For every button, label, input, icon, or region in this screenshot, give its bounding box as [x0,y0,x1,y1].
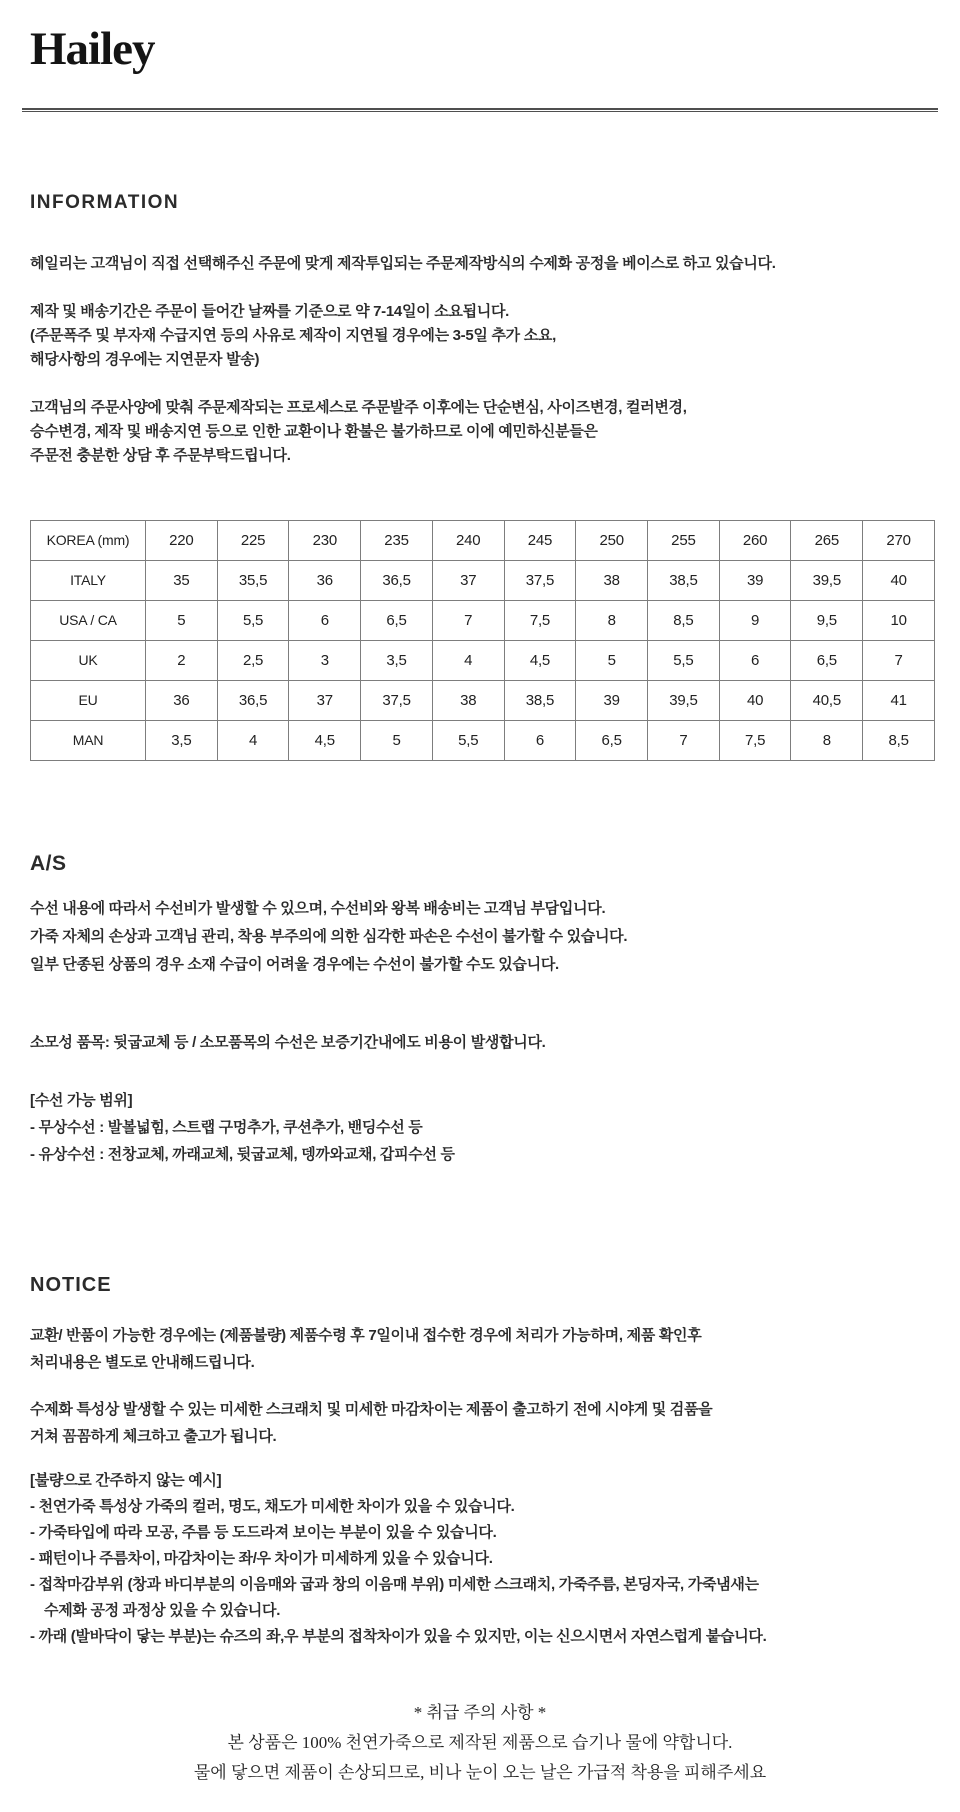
notice-section [30,1274,930,1650]
size-table-cell: 40 [863,560,935,600]
information-paragraph-1 [30,252,930,276]
size-table-cell: 2 [146,640,218,680]
size-table-cell: 9,5 [791,600,863,640]
caution-note [30,1698,930,1788]
size-table-cell: 4,5 [289,720,361,760]
text-line: 거쳐 꼼꼼하게 체크하고 출고가 됩니다. [30,1427,277,1445]
notice-title: NOTICE [30,1273,112,1296]
size-table-cell: 41 [863,680,935,720]
size-table-row [31,600,935,640]
text-line: - 가죽타입에 따라 모공, 주름 등 도드라져 보이는 부분이 있을 수 있습니다. [30,1523,497,1541]
header-divider [22,108,938,112]
text-line: 헤일리는 고객님이 직접 선택해주신 주문에 맞게 제작투입되는 주문제작방식의 수제화 공정을 베이스로 하고 있습니다. [30,254,776,272]
size-table-cell: 265 [791,520,863,560]
information-section [30,192,930,761]
size-table-cell: 245 [504,520,576,560]
information-paragraph-3 [30,396,930,468]
size-table-cell: 7,5 [719,720,791,760]
size-table-cell: 6,5 [576,720,648,760]
size-table-cell: 7 [863,640,935,680]
after-service-section [30,853,930,1168]
size-table-row-label: USA / CA [31,600,146,640]
size-conversion-table [30,520,935,761]
size-table-cell: 6 [289,600,361,640]
size-table-cell: 5,5 [648,640,720,680]
size-table-cell: 5,5 [217,600,289,640]
size-table-row-label: KOREA (mm) [31,520,146,560]
size-table-row-label: UK [31,640,146,680]
size-table-cell: 8 [576,600,648,640]
size-table-row [31,560,935,600]
size-table-cell: 36,5 [361,560,433,600]
text-line: - 접착마감부위 (창과 바디부분의 이음매와 굽과 창의 이음매 부위) 미세한 스크래치, 가죽주름, 본딩자국, 가죽냄새는 [30,1575,759,1593]
size-table-cell: 39,5 [791,560,863,600]
size-table-cell: 5,5 [432,720,504,760]
size-table-cell: 40 [719,680,791,720]
size-table-row-label: EU [31,680,146,720]
size-table-cell: 39 [576,680,648,720]
size-table-cell: 37 [432,560,504,600]
size-table-cell: 3 [289,640,361,680]
after-service-paragraph-2 [30,1029,930,1057]
size-table-cell: 3,5 [361,640,433,680]
size-table-cell: 4,5 [504,640,576,680]
size-table-cell: 35 [146,560,218,600]
text-line: - 유상수선 : 전창교체, 까래교체, 뒷굽교체, 뎅까와교채, 갑피수선 등 [30,1145,455,1163]
text-line: [불량으로 간주하지 않는 예시] [30,1471,222,1489]
text-line: 제작 및 배송기간은 주문이 들어간 날짜를 기준으로 약 7-14일이 소요됩니다. [30,302,510,320]
after-service-paragraph-1 [30,895,930,979]
size-table-row [31,640,935,680]
size-table-cell: 250 [576,520,648,560]
after-service-paragraph-3 [30,1087,930,1168]
size-table-cell: 3,5 [146,720,218,760]
size-table-row [31,520,935,560]
text-line: 교환/ 반품이 가능한 경우에는 (제품불량) 제품수령 후 7일이내 접수한 경우에 처리가 가능하며, 제품 확인후 [30,1326,702,1344]
size-table-cell: 36 [146,680,218,720]
size-table-cell: 9 [719,600,791,640]
size-table-cell: 40,5 [791,680,863,720]
after-service-title: A/S [30,851,67,875]
size-table-cell: 7,5 [504,600,576,640]
text-line: 수제화 특성상 발생할 수 있는 미세한 스크래치 및 미세한 마감차이는 제품이 출고하기 전에 시야게 및 검품을 [30,1400,713,1418]
size-table-cell: 37 [289,680,361,720]
text-line: 승수변경, 제작 및 배송지연 등으로 인한 교환이나 환불은 불가하므로 이에 예민하신분들은 [30,422,598,440]
text-line: 수선 내용에 따라서 수선비가 발생할 수 있으며, 수선비와 왕복 배송비는 고객님 부담입니다. [30,899,606,917]
size-table-row [31,720,935,760]
size-table-cell: 225 [217,520,289,560]
size-table-cell: 37,5 [504,560,576,600]
size-table-cell: 37,5 [361,680,433,720]
size-table-cell: 7 [432,600,504,640]
text-line: 고객님의 주문사양에 맞춰 주문제작되는 프로세스로 주문발주 이후에는 단순변심, 사이즈변경, 컬러변경, [30,398,687,416]
size-table-cell: 6 [504,720,576,760]
size-table-cell: 230 [289,520,361,560]
text-line: 해당사항의 경우에는 지연문자 발송) [30,350,260,368]
size-table-cell: 38,5 [504,680,576,720]
caution-line: * 취급 주의 사항 * [413,1702,547,1722]
text-line: [수선 가능 범위] [30,1091,133,1109]
size-table-cell: 255 [648,520,720,560]
size-table-cell: 2,5 [217,640,289,680]
size-table-cell: 5 [576,640,648,680]
information-title: INFORMATION [30,191,180,213]
notice-paragraph-3 [30,1468,930,1650]
size-table-row [31,680,935,720]
size-table-cell: 240 [432,520,504,560]
text-line: 소모성 품목: 뒷굽교체 등 / 소모품목의 수선은 보증기간내에도 비용이 발생합니다. [30,1033,546,1051]
size-table-cell: 260 [719,520,791,560]
size-table-cell: 5 [361,720,433,760]
size-table-cell: 38 [576,560,648,600]
size-table-cell: 8,5 [648,600,720,640]
size-table-cell: 6,5 [361,600,433,640]
size-table-cell: 6 [719,640,791,680]
text-line: - 까래 (발바닥이 닿는 부분)는 슈즈의 좌,우 부분의 접착차이가 있을 수 있지만, 이는 신으시면서 자연스럽게 붙습니다. [30,1627,767,1645]
notice-paragraph-1 [30,1322,930,1376]
text-line: 가죽 자체의 손상과 고객님 관리, 착용 부주의에 의한 심각한 파손은 수선이 불가할 수 있습니다. [30,927,628,945]
caution-line: 본 상품은 100% 천연가죽으로 제작된 제품으로 습기나 물에 약합니다. [227,1732,733,1752]
size-table-cell: 38,5 [648,560,720,600]
text-line: - 무상수선 : 발볼넓힘, 스트랩 구멍추가, 쿠션추가, 밴딩수선 등 [30,1118,423,1136]
size-table-row-label: ITALY [31,560,146,600]
text-line: - 패턴이나 주름차이, 마감차이는 좌/우 차이가 미세하게 있을 수 있습니다. [30,1549,493,1567]
size-table-cell: 10 [863,600,935,640]
size-table-cell: 39 [719,560,791,600]
size-table-cell: 39,5 [648,680,720,720]
size-table-cell: 270 [863,520,935,560]
size-table-cell: 35,5 [217,560,289,600]
text-line: 처리내용은 별도로 안내해드립니다. [30,1353,255,1371]
text-line: 주문전 충분한 상담 후 주문부탁드립니다. [30,446,291,464]
size-table-cell: 4 [432,640,504,680]
size-table-cell: 6,5 [791,640,863,680]
size-table-cell: 7 [648,720,720,760]
information-paragraph-2 [30,300,930,372]
size-table-cell: 36,5 [217,680,289,720]
caution-line: 물에 닿으면 제품이 손상되므로, 비나 눈이 오는 날은 가급적 착용을 피해주세요 [193,1762,767,1782]
text-line: 일부 단종된 상품의 경우 소재 수급이 어려울 경우에는 수선이 불가할 수도 있습니다. [30,955,559,973]
size-table-cell: 220 [146,520,218,560]
size-table-cell: 5 [146,600,218,640]
size-table-cell: 4 [217,720,289,760]
size-table-cell: 8,5 [863,720,935,760]
size-table-cell: 38 [432,680,504,720]
size-table-cell: 8 [791,720,863,760]
brand-logo: Hailey [30,23,155,75]
size-table-body [31,520,935,760]
size-table-cell: 36 [289,560,361,600]
size-table-cell: 235 [361,520,433,560]
text-line: - 천연가죽 특성상 가죽의 컬러, 명도, 채도가 미세한 차이가 있을 수 있습니다. [30,1497,515,1515]
size-table-row-label: MAN [31,720,146,760]
text-line: 수제화 공정 과정상 있을 수 있습니다. [44,1601,281,1619]
text-line: (주문폭주 및 부자재 수급지연 등의 사유로 제작이 지연될 경우에는 3-5일 추가 소요, [30,326,556,344]
page-header [30,0,930,112]
notice-paragraph-2 [30,1396,930,1450]
